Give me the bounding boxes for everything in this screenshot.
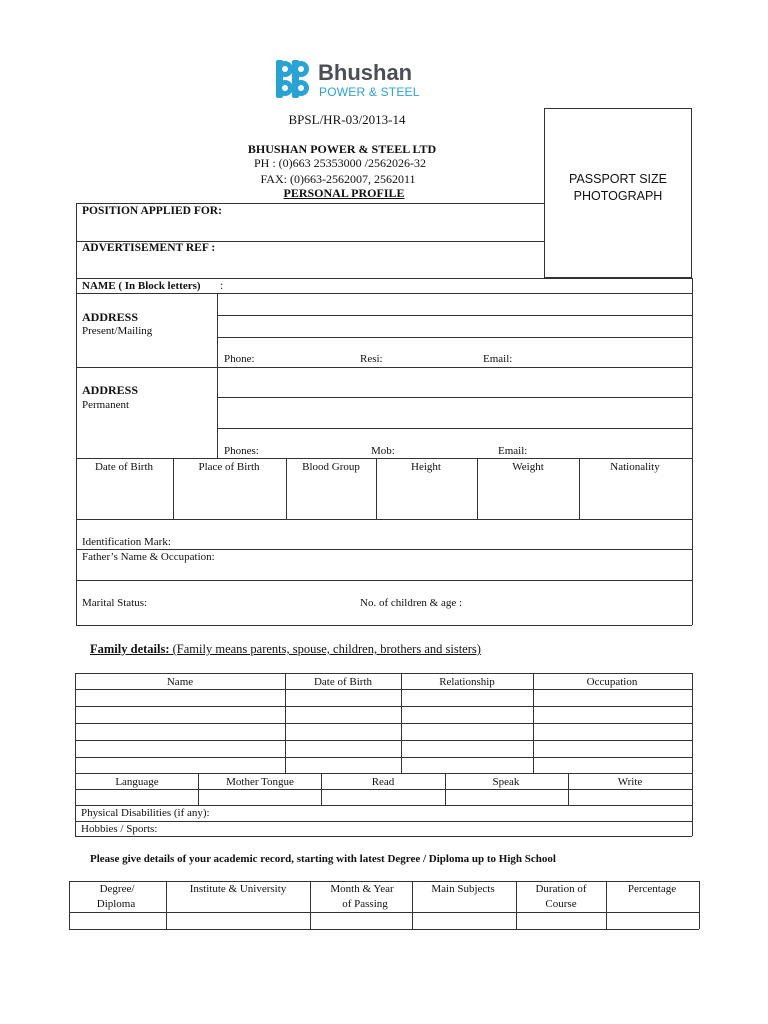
perm-email-label: Email: — [498, 445, 528, 457]
family-col-name: Name — [166, 676, 194, 688]
acad-col-degree-2: Diploma — [96, 898, 136, 910]
acad-col-percentage: Percentage — [627, 883, 677, 895]
lang-col-read: Read — [371, 776, 395, 788]
lang-col-language: Language — [115, 776, 159, 788]
marital-status-label: Marital Status: — [82, 597, 148, 609]
bp-logo-icon — [270, 58, 312, 100]
family-row[interactable] — [76, 741, 691, 756]
family-row[interactable] — [76, 758, 691, 772]
col-blood-group: Blood Group — [302, 461, 360, 473]
address-present-line-1[interactable] — [218, 294, 691, 314]
family-heading-bold: Family details: — [90, 642, 170, 656]
address-perm-title: ADDRESS — [82, 383, 139, 397]
family-heading — [90, 643, 481, 656]
perm-mob-label: Mob: — [371, 445, 395, 457]
company-name: BHUSHAN POWER & STEEL LTD — [247, 142, 437, 156]
perm-phones-label: Phones: — [224, 445, 259, 457]
family-col-dob: Date of Birth — [313, 676, 373, 688]
family-row[interactable] — [76, 724, 691, 739]
lang-col-write: Write — [617, 776, 643, 788]
acad-col-passing-1: Month & Year — [330, 883, 394, 895]
logo-name: Bhushan — [318, 60, 413, 85]
name-label: NAME ( In Block letters) — [82, 280, 201, 292]
address-present-line-2[interactable] — [218, 316, 691, 336]
family-col-occupation: Occupation — [586, 676, 638, 688]
hobbies-label: Hobbies / Sports: — [81, 823, 158, 835]
lang-col-mother-tongue: Mother Tongue — [226, 776, 294, 788]
acad-col-duration-1: Duration of — [535, 883, 587, 895]
acad-col-degree-1: Degree/ — [99, 883, 135, 895]
acad-col-subjects: Main Subjects — [431, 883, 495, 895]
photo-label-2: PHOTOGRAPH — [573, 189, 663, 203]
language-row[interactable] — [76, 790, 691, 804]
name-colon: : — [220, 280, 224, 292]
identification-mark-label: Identification Mark: — [82, 536, 171, 548]
page-title: PERSONAL PROFILE — [283, 186, 405, 200]
col-place-of-birth: Place of Birth — [198, 461, 260, 473]
logo-tagline: POWER & STEEL — [319, 85, 420, 99]
col-nationality: Nationality — [610, 461, 660, 473]
physical-disabilities-label: Physical Disabilities (if any): — [81, 807, 210, 819]
present-email-label: Email: — [483, 353, 513, 365]
academic-heading: Please give details of your academic record, starting with latest Degree / Diploma up to High School — [90, 853, 556, 865]
photo-label-1: PASSPORT SIZE — [569, 172, 667, 186]
academic-row[interactable] — [70, 913, 698, 928]
doc-code: BPSL/HR-03/2013-14 — [288, 112, 406, 127]
family-heading-note: (Family means parents, spouse, children, brothers and sisters) — [172, 642, 481, 656]
col-weight: Weight — [512, 461, 544, 473]
address-present-sub: Present/Mailing — [82, 325, 153, 337]
address-perm-line-2[interactable] — [218, 398, 691, 427]
acad-col-duration-2: Course — [545, 898, 577, 910]
col-height: Height — [411, 461, 441, 473]
address-present-title: ADDRESS — [82, 310, 139, 324]
acad-col-passing-2: of Passing — [342, 898, 388, 910]
advertisement-ref-label: ADVERTISEMENT REF : — [82, 242, 216, 254]
present-phone-label: Phone: — [224, 353, 255, 365]
family-col-relationship: Relationship — [439, 676, 495, 688]
company-logo — [270, 58, 430, 102]
father-name-label: Father’s Name & Occupation: — [82, 551, 215, 563]
address-perm-sub: Permanent — [82, 399, 130, 411]
advertisement-ref-field[interactable] — [240, 242, 543, 277]
family-row[interactable] — [76, 690, 691, 705]
col-date-of-birth: Date of Birth — [94, 461, 154, 473]
acad-col-institute: Institute & University — [189, 883, 287, 895]
company-phone: PH : (0)663 25353000 /2562026-32 — [254, 156, 426, 170]
company-fax: FAX: (0)663-2562007, 2562011 — [260, 172, 416, 186]
position-applied-label: POSITION APPLIED FOR: — [82, 205, 222, 217]
name-field[interactable] — [226, 279, 691, 292]
lang-col-speak: Speak — [492, 776, 520, 788]
family-row[interactable] — [76, 707, 691, 722]
position-applied-field[interactable] — [240, 204, 543, 240]
children-label: No. of children & age : — [360, 597, 463, 609]
address-perm-line-1[interactable] — [218, 368, 691, 396]
present-resi-label: Resi: — [360, 353, 383, 365]
